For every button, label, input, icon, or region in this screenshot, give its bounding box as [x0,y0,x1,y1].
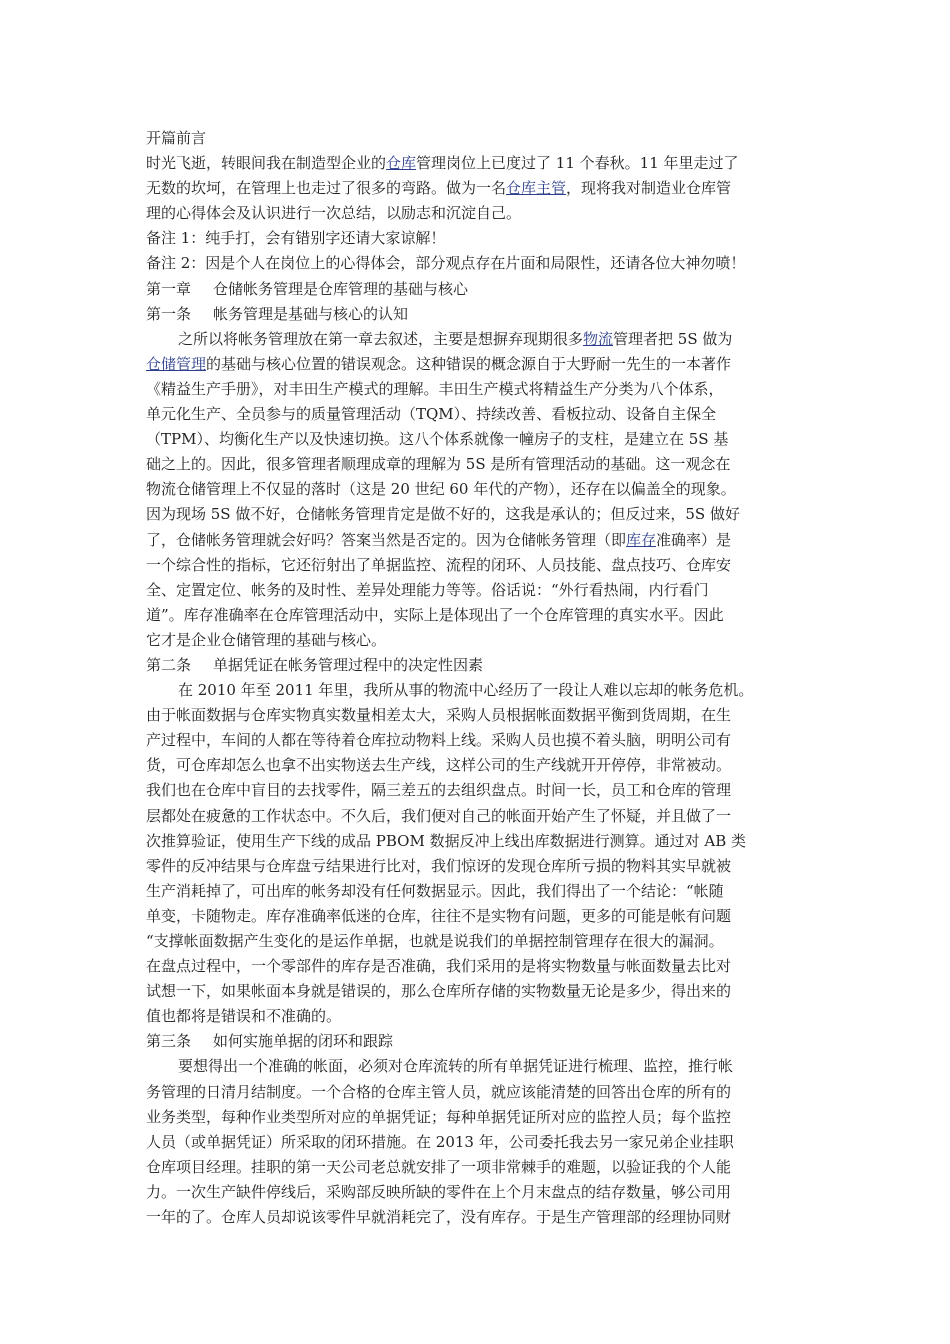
document-page [146,126,812,1230]
article-2-line: 次推算验证，使用生产下线的成品 PBOM 数据反冲上线出库数据进行测算。通过对 AB 类 [146,831,746,850]
article-1-line: 因为现场 5S 做不好，仓储帐务管理肯定是做不好的，这我是承认的；但反过来，5S 做好 [146,505,740,524]
link-warehouse[interactable]: 仓库 [386,154,417,173]
preface-title: 开篇前言 [146,129,207,147]
article-2-line: 单变，卡随物走。库存准确率低迷的仓库，往往不是实物有问题，更多的可能是帐有问题 [146,906,732,925]
article-2-line: 由于帐面数据与仓库实物真实数量相差太大，采购人员根据帐面数据平衡到货周期，在生 [146,706,732,725]
article-3-heading: 第三条 如何实施单据的闭环和跟踪 [146,1032,394,1051]
article-2-line: 零件的反冲结果与仓库盘亏结果进行比对，我们惊讶的发现仓库所亏损的物料其实早就被 [146,856,732,875]
article-3-line: 业务类型，每种作业类型所对应的单据凭证；每种单据凭证所对应的监控人员；每个监控 [146,1107,732,1126]
article-2-line: 试想一下，如果帐面本身就是错误的，那么仓库所存储的实物数量无论是多少，得出来的 [146,982,732,1001]
note-2: 备注 2：因是个人在岗位上的心得体会，部分观点存在片面和局限性，还请各位大神勿喷！ [146,254,746,273]
preface-line-3: 理的心得体会及认识进行一次总结，以励志和沉淀自己。 [146,204,522,223]
link-inventory[interactable]: 库存 [626,530,657,549]
article-1-line: 它才是企业仓储管理的基础与核心。 [146,630,387,649]
article-1-line: 道”。库存准确率在仓库管理活动中，实际上是体现出了一个仓库管理的真实水平。因此 [146,605,724,624]
article-3-line: 务管理的日清月结制度。一个合格的仓库主管人员，就应该能清楚的回答出仓库的所有的 [146,1082,732,1101]
article-3-line: 仓库项目经理。挂职的第一天公司老总就安排了一项非常棘手的难题，以验证我的个人能 [146,1157,732,1176]
article-1-line: 单元化生产、全员参与的质量管理活动（TQM）、持续改善、看板拉动、设备自主保全 [146,405,717,424]
article-2-line: 值也都将是错误和不准确的。 [146,1007,342,1026]
article-1-line: 之所以将帐务管理放在第一章去叙述，主要是想摒弃现期很多物流管理者把 5S 做为 [178,329,733,348]
preface-line-1: 时光飞逝，转眼间我在制造型企业的仓库管理岗位上已度过了 11 个春秋。11 年里走过了 [146,154,739,173]
article-1-line: 全、定置定位、帐务的及时性、差异处理能力等等。俗话说：“外行看热闹，内行看门 [146,580,709,599]
article-1-line: 一个综合性的指标，它还衍射出了单据监控、流程的闭环、人员技能、盘点技巧、仓库安 [146,555,732,574]
article-3-line: 一年的了。仓库人员却说该零件早就消耗完了，没有库存。于是生产管理部的经理协同财 [146,1208,732,1227]
article-3-line: 人员（或单据凭证）所采取的闭环措施。在 2013 年，公司委托我去另一家兄弟企业挂职 [146,1132,734,1151]
article-2-line: 产过程中，车间的人都在等待着仓库拉动物料上线。采购人员也摸不着头脑，明明公司有 [146,731,732,750]
article-2-line: “支撑帐面数据产生变化的是运作单据，也就是说我们的单据控制管理存在很大的漏洞。 [146,932,724,950]
article-1-line: （TPM）、均衡化生产以及快速切换。这八个体系就像一幢房子的支柱，是建立在 5S 基 [146,430,729,449]
article-2-line: 货，可仓库却怎么也拿不出实物送去生产线，这样公司的生产线就开开停停，非常被动。 [146,756,732,775]
article-3-line: 力。一次生产缺件停线后，采购部反映所缺的零件在上个月末盘点的结存数量，够公司用 [146,1182,732,1201]
article-2-line: 生产消耗掉了，可出库的帐务却没有任何数据显示。因此，我们得出了一个结论：“帐随 [146,881,724,900]
article-1-line: 仓储管理的基础与核心位置的错误观念。这种错误的概念源自于大野耐一先生的一本著作 [146,354,732,373]
article-3-line: 要想得出一个准确的帐面，必须对仓库流转的所有单据凭证进行梳理、监控，推行帐 [178,1057,734,1076]
note-1: 备注 1：纯手打，会有错别字还请大家谅解！ [146,229,446,248]
article-2-heading: 第二条 单据凭证在帐务管理过程中的决定性因素 [146,655,484,674]
link-warehouse-supervisor[interactable]: 仓库主管 [506,179,567,198]
article-2-line: 在 2010 年至 2011 年里，我所从事的物流中心经历了一段让人难以忘却的帐务危机。 [178,681,754,700]
link-logistics[interactable]: 物流 [583,329,614,348]
preface-line-2: 无数的坎坷，在管理上也走过了很多的弯路。做为一名仓库主管，现将我对制造业仓库管 [146,179,732,198]
chapter-1-heading: 第一章 仓储帐务管理是仓库管理的基础与核心 [146,279,469,298]
article-1-line: 《精益生产手册》，对丰田生产模式的理解。丰田生产模式将精益生产分类为八个体系， [146,379,724,398]
article-1-line: 物流仓储管理上不仅显的落时（这是 20 世纪 60 年代的产物），还存在以偏盖全的现象。 [146,480,736,499]
article-2-line: 我们也在仓库中盲目的去找零件，隔三差五的去组织盘点。时间一长，员工和仓库的管理 [146,781,732,800]
article-1-line: 础之上的。因此，很多管理者顺理成章的理解为 5S 是所有管理活动的基础。这一观念在 [146,455,731,474]
article-1-heading: 第一条 帐务管理是基础与核心的认知 [146,304,409,323]
article-1-line: 了，仓储帐务管理就会好吗？答案当然是否定的。因为仓储帐务管理（即库存准确率）是 [146,530,732,549]
link-storage-management[interactable]: 仓储管理 [146,354,207,373]
article-2-line: 层都处在疲惫的工作状态中。不久后，我们便对自己的帐面开始产生了怀疑，并且做了一 [146,806,732,825]
article-2-line: 在盘点过程中，一个零部件的库存是否准确，我们采用的是将实物数量与帐面数量去比对 [146,957,732,976]
